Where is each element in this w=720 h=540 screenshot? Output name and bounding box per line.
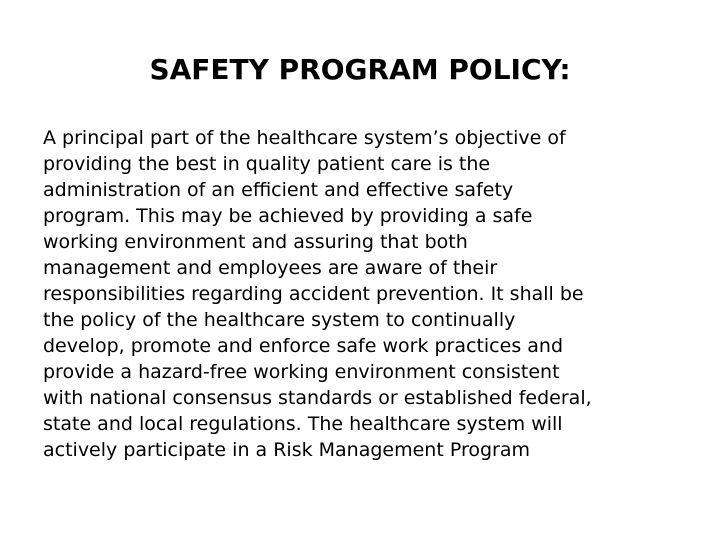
paragraph-line: responsibilities regarding accident prevention. It shall be (43, 283, 584, 305)
paragraph-line: develop, promote and enforce safe work practices and (43, 335, 564, 357)
paragraph-line: administration of an efficient and effective safety (43, 179, 514, 201)
paragraph-line: providing the best in quality patient care is the (43, 153, 491, 175)
paragraph-line: provide a hazard-free working environment consistent (43, 361, 560, 383)
slide-title: SAFETY PROGRAM POLICY: (149, 53, 571, 86)
paragraph-line: A principal part of the healthcare system’s objective of (43, 127, 566, 149)
paragraph-line: program. This may be achieved by providing a safe (43, 205, 533, 227)
paragraph-line: the policy of the healthcare system to continually (43, 309, 516, 331)
paragraph-line: working environment and assuring that both (43, 231, 468, 253)
paragraph-line: state and local regulations. The healthcare system will (43, 413, 563, 435)
paragraph-line: actively participate in a Risk Management Program (43, 439, 530, 461)
paragraph-line: with national consensus standards or established federal, (43, 387, 592, 409)
policy-paragraph (43, 125, 708, 463)
paragraph-line: management and employees are aware of their (43, 257, 498, 279)
